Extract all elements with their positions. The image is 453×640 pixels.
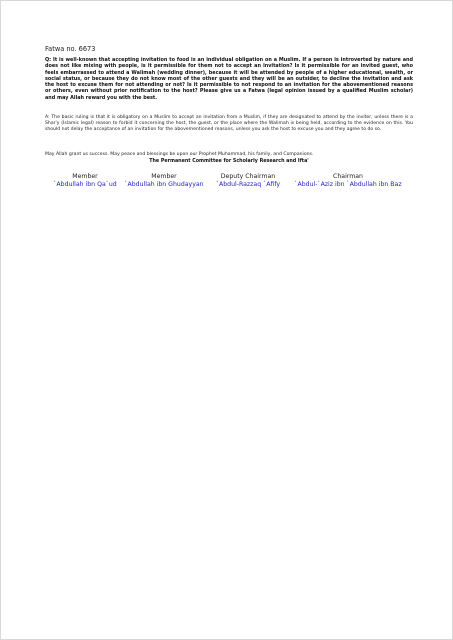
answer-paragraph: A: The basic ruling is that it is obligatory on a Muslim to accept an invitation from a Muslim, if they are designated to attend by the inviter, unless there is a Shar'y (Islamic legal) reason to forbid it concerning the host, the guest, or the place where the Walimah is being held, according to the evidence on this. You should not delay the acceptance of an invitation for the abovementioned reasons, unless you ask the host to excuse you and they agree to do so. — [45, 115, 413, 133]
signatory-role: Member — [72, 173, 98, 180]
signatory-role: Deputy Chairman — [220, 173, 276, 180]
signatory-name-link[interactable]: `Abdullah ibn Qa`ud — [53, 181, 117, 188]
signatory-name-link[interactable]: `Abdullah ibn Ghudayyan — [124, 181, 204, 188]
signatory-chairman — [287, 173, 409, 189]
fatwa-number: Fatwa no. 6673 — [45, 45, 96, 53]
signatory-role: Member — [151, 173, 177, 180]
signatory-name-link[interactable]: `Abdul-`Aziz ibn `Abdullah ibn Baz — [294, 181, 402, 188]
question-paragraph: Q: It is well-known that accepting invitation to food is an individual obligation on a Muslim. If a person is introverted by nature and does not like mixing with people, is it permissible for them not to accept an invitation? Is it permissible for an invited guest, who feels embarrassed to attend a Walimah (wedding dinner), because it will be attended by people of a higher educational, wealth, or social status, or because they do not know most of the other guests and they will be an outsider, to decline the invitation and ask the host to excuse them for not attending or not? Is it permissible to not respond to an invitation for the abovementioned reasons or others, even without prior notification to the host? Please give us a Fatwa (legal opinion issued by a qualified Muslim scholar) and may Allah reward you with the best. — [45, 57, 413, 101]
signatory-member-1 — [51, 173, 119, 189]
signatory-deputy-chairman — [211, 173, 285, 189]
signatory-name-link[interactable]: `Abdul-Razzaq `Afify — [215, 181, 281, 188]
signatory-member-2 — [121, 173, 207, 189]
signatory-role: Chairman — [333, 173, 363, 180]
committee-name: The Permanent Committee for Scholarly Research and Ifta' — [149, 159, 309, 164]
closing-line: May Allah grant us success. May peace and blessings be upon our Prophet Muhammad, his family, and Companions. — [45, 152, 314, 157]
